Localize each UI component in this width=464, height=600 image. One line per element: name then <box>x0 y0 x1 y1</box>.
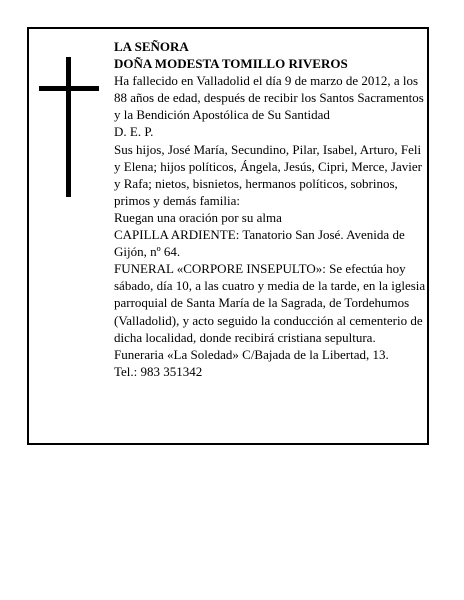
latin-cross-icon <box>39 57 99 197</box>
cross-vertical-bar <box>66 57 71 197</box>
funeral-home: Funeraria «La Soledad» C/Bajada de la Libertad, 13. <box>114 346 389 362</box>
funeral-info: FUNERAL «CORPORE INSEPULTO»: Se efectúa hoy sábado, día 10, a las cuatro y media de la tarde, en la iglesia parroquial de Santa María de la Sagrada, de Tordehumos (Valladolid), y acto seguido la conducción al cementerio de dicha localidad, donde recibirá cristiana sepultura. <box>114 261 426 345</box>
death-notice: Ha fallecido en Valladolid el día 9 de marzo de 2012, a los 88 años de edad, después de recibir los Santos Sacramentos y la Bendición Apostólica de Su Santidad <box>114 73 424 123</box>
honorific-title: LA SEÑORA <box>114 39 189 54</box>
family-members: Sus hijos, José María, Secundino, Pilar, Isabel, Arturo, Feli y Elena; hijos políticos, Ángela, Jesús, Cipri, Merce, Javier y Rafa; nietos, bisnietos, hermanos políticos, sobrinos, primos y demás familia: <box>114 141 422 208</box>
rest-in-peace: D. E. P. <box>114 124 154 140</box>
phone-number: Tel.: 983 351342 <box>114 363 203 379</box>
chapel-info: CAPILLA ARDIENTE: Tanatorio San José. Avenida de Gijón, nº 64. <box>114 227 405 260</box>
deceased-name: DOÑA MODESTA TOMILLO RIVEROS <box>114 56 348 72</box>
cross-horizontal-bar <box>39 86 99 91</box>
prayer-request: Ruegan una oración por su alma <box>114 209 282 225</box>
obituary-text <box>114 38 426 380</box>
